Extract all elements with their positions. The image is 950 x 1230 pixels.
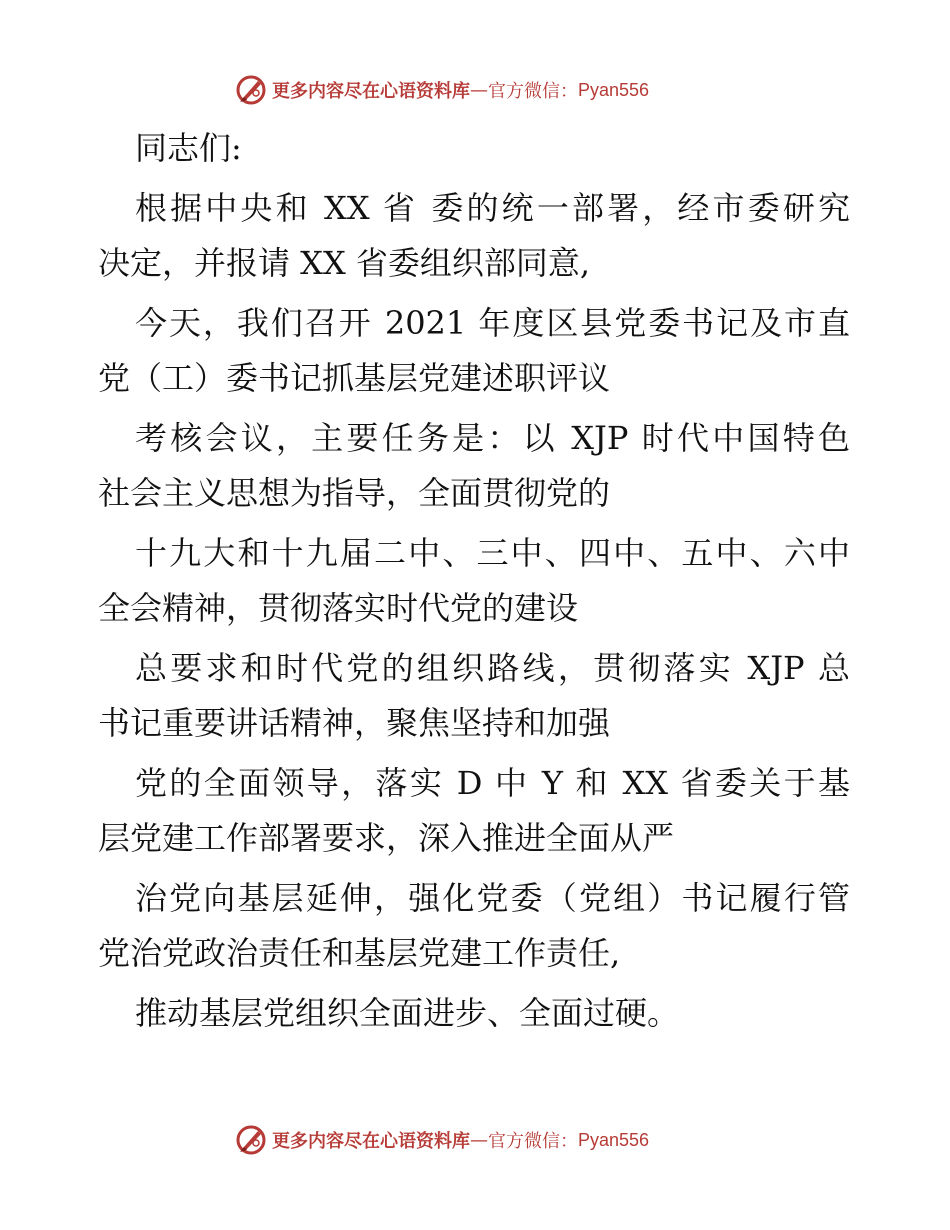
body-line: 决定，并报请 XX 省委组织部同意, [98,244,591,282]
body-line: 治党向基层延伸，强化党委（党组）书记履行管 [135,879,850,917]
body-line: 层党建工作部署要求，深入推进全面从严 [98,819,675,857]
banner-wechat-id: Pyan556 [578,79,650,100]
body-line: 今天，我们召开 2021 年度区县党委书记及市直 [135,304,850,342]
body-line: 社会主义思想为指导，全面贯彻党的 [98,474,611,512]
red-quill-logo-icon [234,73,268,107]
body-line: 推动基层党组织全面进步、全面过硬。 [135,994,680,1032]
red-quill-logo-icon [234,1123,268,1157]
body-line-salutation: 同志们: [135,129,242,167]
body-line: 十九大和十九届二中、三中、四中、五中、六中 [135,534,850,572]
banner-main-text: 更多内容尽在心语资料库 [272,81,470,102]
body-line: 考核会议，主要任务是：以 XJP 时代中国特色 [135,419,850,457]
banner-separator: — [470,79,488,101]
banner-wechat-label: 官方微信： [488,81,578,102]
body-line: 党（工）委书记抓基层党建述职评议 [98,359,611,397]
banner-wechat-id: Pyan556 [578,1129,650,1150]
body-line: 书记重要讲话精神，聚焦坚持和加强 [98,704,611,742]
body-line: 根据中央和 XX 省 委的统一部署，经市委研究 [135,189,850,227]
body-line: 党治党政治责任和基层党建工作责任, [98,934,621,972]
banner-wechat-label: 官方微信： [488,1131,578,1152]
footer-banner [234,1120,794,1160]
body-line: 全会精神，贯彻落实时代党的建设 [98,589,579,627]
banner-main-text: 更多内容尽在心语资料库 [272,1131,470,1152]
header-banner [234,70,794,110]
banner-separator: — [470,1129,488,1151]
body-line: 总要求和时代党的组织路线，贯彻落实 XJP 总 [135,649,850,687]
body-line: 党的全面领导，落实 D 中 Y 和 XX 省委关于基 [135,764,850,802]
